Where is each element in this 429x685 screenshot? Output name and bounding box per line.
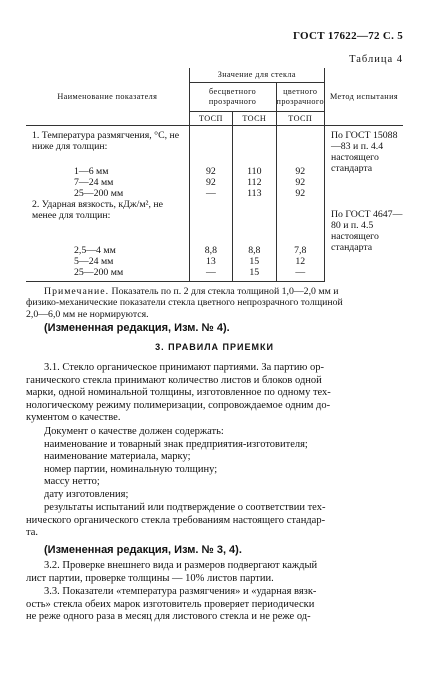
sub-header-3: ТОСП [276,112,324,126]
document-contents-list [44,426,308,502]
table-caption: Таблица 4 [349,54,403,65]
col-header-method: Метод испытания [324,68,403,126]
col-header-group: Значение для стекла [189,68,324,83]
section-title: 3. ПРАВИЛА ПРИЕМКИ [155,342,274,352]
paragraph-results: результаты испытаний или подтверждение о соответствии тех- нического органического стекла требованиям настоящего стандар- та. [26,502,326,539]
list-item: массу нетто; [44,476,100,488]
list-item: номер партии, номинальную толщину; [44,463,218,475]
method-cell: По ГОСТ 15088—83 и п. 4.4 настоящего стандарта [324,126,403,200]
edit-note: (Измененная редакция, Изм. № 3, 4). [44,544,242,556]
row-title: 2. Ударная вязкость, кДж/м², не менее для толщин: [32,199,163,221]
col-header-name: Наименование показателя [26,68,189,126]
list-item: наименование материала, марку; [44,451,191,463]
row-title: 1. Температура размягчения, °С, не ниже для толщин: [32,130,180,152]
table-note: Примечание. Показатель по п. 2 для стекла толщиной 1,0—2,0 мм и физико-механические показатели стекла цветного непрозрачного толщиной 2,0—6,0 мм не нормируются. [26,286,343,320]
list-item: наименование и товарный знак предприятия-изготовителя; [44,438,308,450]
paragraph-3-3: 3.3. Показатели «температура размягчения» и «ударная вязк- ость» стекла обеих марок изготовитель проверяет периодически не реже одного раза в месяц для листового стекла и не реже од- [26,586,317,623]
edit-note: (Измененная редакция, Изм. № 4). [44,322,230,334]
page-header: ГОСТ 17622—72 С. 5 [292,30,403,42]
table-row: 1—6 мм 92 110 92 [26,166,403,177]
sub-header-1: ТОСП [189,112,232,126]
col-header-colored: цветного прозрачного [276,83,324,112]
table-row: 7—24 мм 92 112 92 [26,177,403,188]
note-label: Примечание. [44,286,110,297]
col-header-colorless: бесцветного прозрачного [189,83,276,112]
paragraph-3-2: 3.2. Проверке внешнего вида и размеров подвергают каждый лист партии, проверке толщины — 10% листов партии. [26,560,318,584]
table-row: 25—200 мм — 15 — [26,267,403,282]
table-row: 2,5—4 мм 8,8 8,8 7,8 [26,233,403,256]
table-row: 25—200 мм — 113 92 [26,188,403,199]
list-item: Документ о качестве должен содержать: [44,426,224,437]
list-item: дату изготовления; [44,488,129,500]
paragraph-3-1: 3.1. Стекло органическое принимают партиями. За партию ор- ганического стекла принимают количество листов и блоков одной марки, одной номинальной толщины, изготовленное по одному тех- нологическому режиму полимеризации, сопровождаемое одним до- кументом о качестве. [26,362,331,424]
table-row: 5—24 мм 13 15 12 [26,256,403,267]
method-cell: По ГОСТ 4647—80 и п. 4.5 настоящего стандарта [324,199,403,282]
sub-header-2: ТОСН [233,112,276,126]
table-4 [26,68,403,282]
